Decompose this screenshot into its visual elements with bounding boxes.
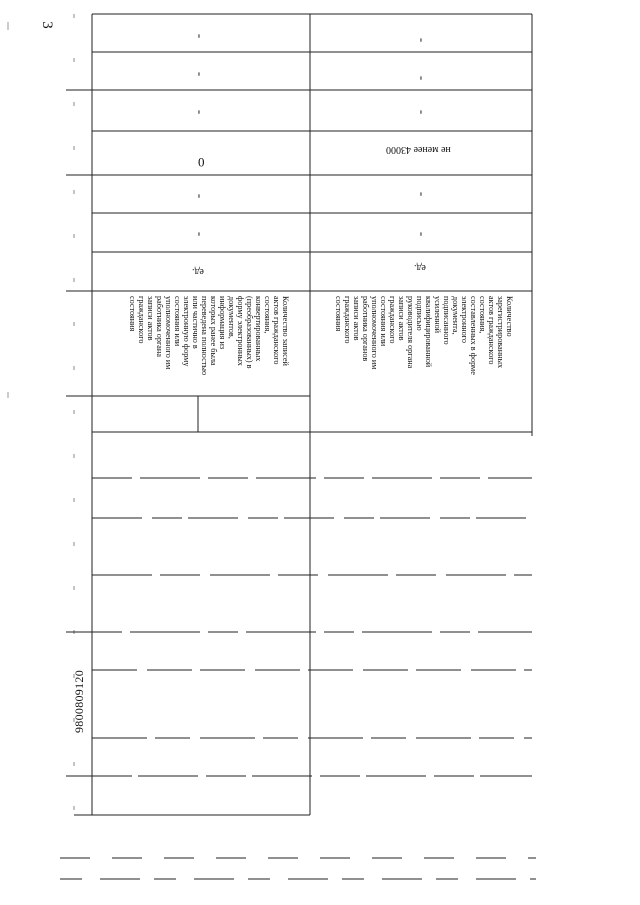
row2-cell-1: - (415, 37, 431, 43)
row2-description: Количество зарегистрированных актов гражданского состояния, составленных в форме электронного документа, подписанного усиленной квалифицированной подписью руководителя органа записи актов гражданского состояния или уполномоченного им работника органов записи актов гражданского состояния (334, 296, 514, 375)
row1-cell-2: - (193, 71, 209, 77)
page-number: 3 (39, 21, 56, 29)
row2-unit: ед. (414, 262, 426, 273)
row1-unit: ед. (192, 266, 204, 277)
budget-code: 9800809120 (72, 670, 86, 733)
row1-cell-5: - (193, 193, 209, 199)
row1-cell-6: - (193, 231, 209, 237)
row1-cell-1: - (193, 33, 209, 39)
row2-cell-3: - (415, 109, 431, 115)
row2-cell-4: не менее 43000 (386, 144, 451, 155)
row1-cell-4: 0 (198, 155, 205, 170)
row1-cell-3: - (193, 109, 209, 115)
row2-cell-5: - (415, 191, 431, 197)
row1-description: Количество записей актов гражданского состояния, конвертированных (преобразованных) в форму электронных документов, информация из которых ранее была переведена полностью или частично в электронную форму состояния или уполномоченного им работника органа записи актов гражданского состояния (128, 296, 290, 376)
row2-cell-2: - (415, 75, 431, 81)
row2-cell-6: - (415, 231, 431, 237)
